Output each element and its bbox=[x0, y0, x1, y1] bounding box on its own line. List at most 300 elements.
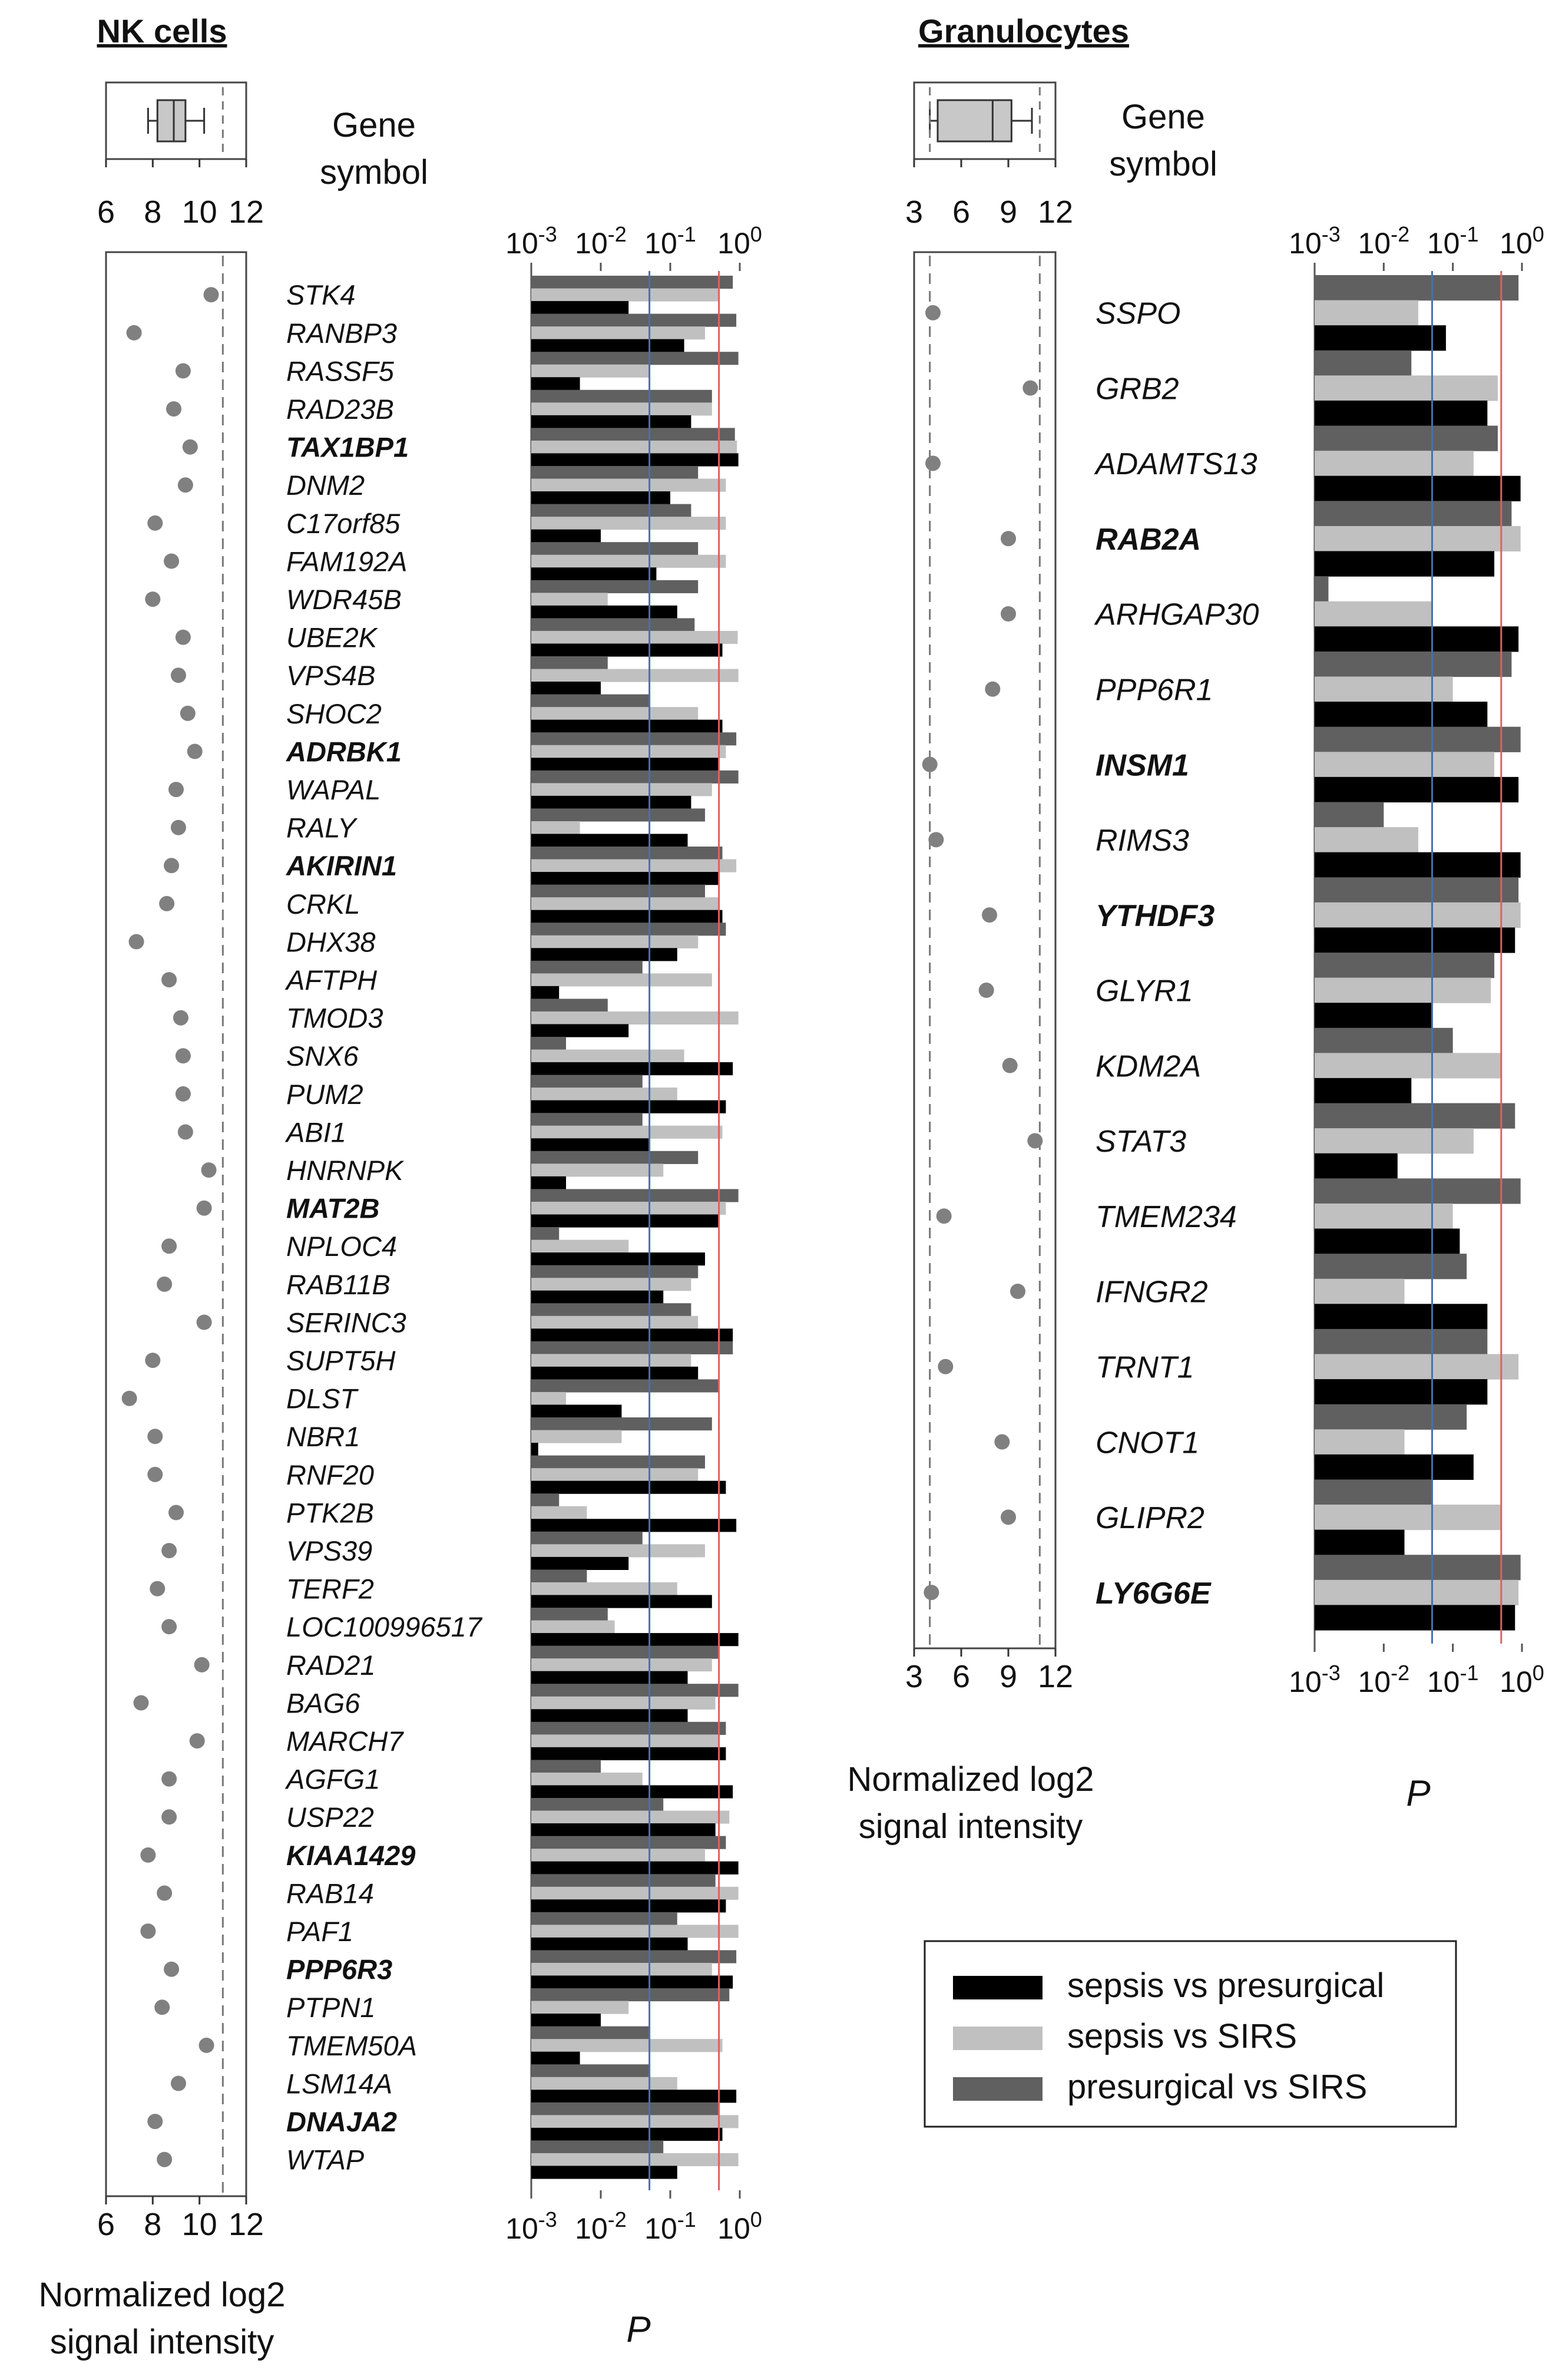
legend-label: sepsis vs presurgical bbox=[1067, 1966, 1385, 2005]
nk-bar-presurgical-vs-sirs bbox=[531, 1608, 608, 1621]
nk-intensity-dot bbox=[147, 1467, 163, 1482]
gran-p-bottom-tick-label: $10^{-3}$ bbox=[1289, 1661, 1341, 1698]
nk-bar-sepsis-vs-sirs bbox=[531, 326, 705, 339]
gran-bar-sepsis-vs-presurgical bbox=[1315, 1003, 1432, 1028]
nk-gene-label: SERINC3 bbox=[286, 1307, 406, 1338]
nk-gene-label: TERF2 bbox=[286, 1573, 374, 1605]
nk-bar-sepsis-vs-sirs bbox=[531, 1316, 698, 1329]
nk-intensity-dot bbox=[176, 1086, 191, 1102]
nk-bar-sepsis-vs-sirs bbox=[531, 2001, 628, 2014]
gran-intensity-dot bbox=[924, 1585, 939, 1600]
gran-bar-presurgical-vs-sirs bbox=[1315, 576, 1328, 601]
nk-bar-presurgical-vs-sirs bbox=[531, 1151, 698, 1164]
nk-bar-sepsis-vs-presurgical bbox=[531, 2166, 677, 2179]
nk-gene-label: PUM2 bbox=[286, 1078, 363, 1110]
nk-intensity-dot bbox=[168, 1505, 184, 1520]
gran-gene-label: PPP6R1 bbox=[1096, 673, 1213, 708]
nk-p-top-tick-label: $10^{-3}$ bbox=[505, 222, 557, 260]
nk-gene-label: AKIRIN1 bbox=[286, 850, 398, 882]
nk-intensity-dot bbox=[154, 1999, 170, 2015]
nk-bar-sepsis-vs-sirs bbox=[531, 1544, 705, 1557]
nk-int-bottom-tick-label: 12 bbox=[228, 2207, 264, 2242]
nk-bar-presurgical-vs-sirs bbox=[531, 1684, 739, 1697]
nk-int-top-tick-label: 6 bbox=[97, 194, 115, 230]
nk-intensity-dot bbox=[197, 1315, 212, 1330]
nk-bar-sepsis-vs-presurgical bbox=[531, 1633, 739, 1646]
nk-bar-sepsis-vs-sirs bbox=[531, 1430, 621, 1443]
nk-intensity-dot bbox=[168, 782, 184, 797]
granulocytes-panel bbox=[847, 12, 1544, 1846]
gran-intensity-dot bbox=[1027, 1133, 1043, 1148]
nk-bar-sepsis-vs-presurgical bbox=[531, 301, 628, 314]
nk-intensity-dot bbox=[147, 1429, 163, 1444]
nk-intensity-dot bbox=[180, 706, 196, 721]
nk-bar-presurgical-vs-sirs bbox=[531, 466, 698, 479]
nk-bar-sepsis-vs-presurgical bbox=[531, 1785, 733, 1798]
nk-gene-label: MARCH7 bbox=[286, 1726, 403, 1757]
gran-bar-sepsis-vs-presurgical bbox=[1315, 927, 1515, 953]
nk-gene-label: ABI1 bbox=[286, 1116, 346, 1148]
nk-intensity-dot bbox=[145, 591, 160, 607]
gran-p-bottom-tick-label: $10^{-1}$ bbox=[1427, 1661, 1479, 1698]
nk-gene-label: MAT2B bbox=[286, 1192, 380, 1224]
gran-bar-sepsis-vs-presurgical bbox=[1315, 777, 1518, 802]
nk-int-bottom-tick-label: 6 bbox=[97, 2207, 115, 2242]
nk-bar-presurgical-vs-sirs bbox=[531, 390, 712, 403]
nk-intensity-dot bbox=[173, 1010, 188, 1026]
nk-intensity-dot bbox=[157, 1886, 172, 1901]
nk-bar-presurgical-vs-sirs bbox=[531, 1646, 719, 1659]
gran-bar-sepsis-vs-sirs bbox=[1315, 451, 1474, 476]
nk-intensity-dot bbox=[194, 1657, 210, 1672]
nk-gene-label: UBE2K bbox=[286, 622, 378, 653]
nk-bar-sepsis-vs-presurgical bbox=[531, 948, 677, 961]
nk-intensity-dot bbox=[161, 1543, 177, 1558]
nk-bar-presurgical-vs-sirs bbox=[531, 1988, 729, 2001]
gran-p-bottom-tick-label: $10^{-2}$ bbox=[1358, 1661, 1410, 1698]
nk-gene-label: WAPAL bbox=[286, 774, 381, 806]
nk-bar-sepsis-vs-sirs bbox=[531, 1925, 739, 1938]
nk-bar-sepsis-vs-presurgical bbox=[531, 1062, 733, 1075]
nk-bar-sepsis-vs-sirs bbox=[531, 1773, 643, 1786]
nk-bar-sepsis-vs-presurgical bbox=[531, 1975, 733, 1988]
nk-bar-sepsis-vs-presurgical bbox=[531, 986, 559, 999]
nk-gene-label: SUPT5H bbox=[286, 1345, 396, 1377]
nk-intensity-dot bbox=[171, 667, 186, 683]
nk-bar-sepsis-vs-presurgical bbox=[531, 720, 723, 733]
nk-intensity-dot bbox=[150, 1581, 165, 1596]
nk-bar-presurgical-vs-sirs bbox=[531, 314, 736, 327]
nk-bar-sepsis-vs-sirs bbox=[531, 783, 712, 796]
nk-bar-sepsis-vs-sirs bbox=[531, 860, 736, 872]
nk-bar-presurgical-vs-sirs bbox=[531, 1037, 566, 1050]
gran-bar-presurgical-vs-sirs bbox=[1315, 1404, 1467, 1430]
gran-gene-label: SSPO bbox=[1096, 296, 1181, 331]
gran-bar-sepsis-vs-sirs bbox=[1315, 1354, 1518, 1379]
nk-bar-presurgical-vs-sirs bbox=[531, 1798, 663, 1811]
nk-bar-sepsis-vs-sirs bbox=[531, 2115, 739, 2128]
nk-bar-sepsis-vs-presurgical bbox=[531, 1899, 726, 1912]
gran-bar-sepsis-vs-presurgical bbox=[1315, 702, 1487, 727]
gran-gene-label: RIMS3 bbox=[1096, 824, 1189, 858]
nk-intensity-dot bbox=[145, 1353, 160, 1368]
gran-bar-sepsis-vs-presurgical bbox=[1315, 325, 1446, 351]
nk-bar-sepsis-vs-sirs bbox=[531, 1354, 691, 1367]
nk-bar-sepsis-vs-sirs bbox=[531, 745, 726, 758]
gran-box-iqr bbox=[938, 100, 1011, 141]
nk-bar-presurgical-vs-sirs bbox=[531, 1493, 559, 1506]
nk-bar-sepsis-vs-sirs bbox=[531, 517, 726, 530]
nk-bar-sepsis-vs-sirs bbox=[531, 821, 580, 834]
gran-gene-label: RAB2A bbox=[1096, 522, 1202, 557]
nk-bar-sepsis-vs-sirs bbox=[531, 2039, 723, 2052]
nk-bar-presurgical-vs-sirs bbox=[531, 2140, 663, 2153]
gran-bar-sepsis-vs-sirs bbox=[1315, 1128, 1474, 1153]
gran-bar-presurgical-vs-sirs bbox=[1315, 275, 1518, 300]
nk-gene-label: PTPN1 bbox=[286, 1992, 376, 2024]
gran-gene-label: ADAMTS13 bbox=[1096, 447, 1257, 482]
nk-bar-sepsis-vs-presurgical bbox=[531, 1100, 726, 1113]
nk-gene-label: LSM14A bbox=[286, 2068, 393, 2100]
nk-bar-presurgical-vs-sirs bbox=[531, 2064, 650, 2077]
nk-bar-sepsis-vs-sirs bbox=[531, 1697, 716, 1710]
nk-bar-sepsis-vs-presurgical bbox=[531, 834, 688, 847]
gran-bar-sepsis-vs-sirs bbox=[1315, 601, 1432, 627]
nk-intensity-dot bbox=[134, 1695, 149, 1711]
gran-intensity-dot bbox=[1010, 1284, 1025, 1299]
gran-bar-sepsis-vs-presurgical bbox=[1315, 626, 1518, 652]
nk-bar-sepsis-vs-presurgical bbox=[531, 910, 723, 923]
gran-p-bottom-axis bbox=[1289, 1644, 1544, 1698]
nk-bar-presurgical-vs-sirs bbox=[531, 1532, 643, 1545]
nk-intensity-dot bbox=[176, 363, 191, 379]
gran-intensity-dot bbox=[1001, 531, 1016, 546]
gran-intensity-dot bbox=[985, 682, 1000, 697]
gran-gene-label: STAT3 bbox=[1096, 1125, 1187, 1159]
nk-intensity-dot bbox=[199, 2038, 214, 2053]
gran-bar-sepsis-vs-presurgical bbox=[1315, 1078, 1411, 1103]
gran-int-top-tick-label: 9 bbox=[999, 194, 1018, 230]
nk-p-top-tick-label: $10^{-1}$ bbox=[644, 222, 696, 260]
nk-bar-sepsis-vs-presurgical bbox=[531, 453, 739, 466]
gran-bar-presurgical-vs-sirs bbox=[1315, 1479, 1432, 1505]
gran-intensity-bottom-axis bbox=[905, 1648, 1073, 1694]
gran-bar-presurgical-vs-sirs bbox=[1315, 877, 1518, 903]
nk-bar-sepsis-vs-sirs bbox=[531, 1392, 566, 1405]
nk-bar-presurgical-vs-sirs bbox=[531, 885, 705, 898]
nk-bar-sepsis-vs-sirs bbox=[531, 973, 712, 986]
gran-int-top-tick-label: 12 bbox=[1037, 194, 1074, 230]
nk-bar-presurgical-vs-sirs bbox=[531, 1760, 601, 1773]
gran-p-top-tick-label: $10^{-3}$ bbox=[1289, 222, 1341, 260]
nk-bar-sepsis-vs-presurgical bbox=[531, 606, 677, 619]
nk-intensity-dot bbox=[122, 1391, 137, 1406]
nk-bar-presurgical-vs-sirs bbox=[531, 999, 608, 1012]
nk-intensity-dot bbox=[157, 1277, 172, 1292]
nk-gene-header-line2: symbol bbox=[320, 153, 428, 191]
gran-bar-presurgical-vs-sirs bbox=[1315, 1103, 1515, 1129]
nk-bar-sepsis-vs-sirs bbox=[531, 1963, 712, 1976]
gran-gene-label: LY6G6E bbox=[1096, 1576, 1211, 1611]
nk-bar-presurgical-vs-sirs bbox=[531, 1341, 733, 1354]
nk-gene-label: TMEM50A bbox=[286, 2029, 417, 2061]
nk-bar-sepsis-vs-sirs bbox=[531, 1240, 628, 1253]
nk-gene-label: FAM192A bbox=[286, 546, 408, 577]
gran-int-bottom-tick-label: 9 bbox=[999, 1659, 1018, 1694]
nk-bar-presurgical-vs-sirs bbox=[531, 2103, 719, 2115]
nk-gene-label: RNF20 bbox=[286, 1459, 374, 1490]
gran-bar-sepsis-vs-presurgical bbox=[1315, 1304, 1487, 1329]
nk-intensity-top-axis bbox=[97, 159, 264, 230]
nk-intensity-dot bbox=[161, 1771, 177, 1787]
nk-bar-sepsis-vs-presurgical bbox=[531, 377, 580, 390]
nk-intensity-dot bbox=[161, 1809, 177, 1824]
nk-gene-label: PAF1 bbox=[286, 1916, 354, 1948]
nk-intensity-dot bbox=[171, 820, 186, 835]
gran-bar-sepsis-vs-sirs bbox=[1315, 300, 1418, 326]
nk-gene-label: AGFG1 bbox=[286, 1763, 380, 1795]
nk-bar-sepsis-vs-presurgical bbox=[531, 2052, 580, 2065]
nk-bar-sepsis-vs-sirs bbox=[531, 707, 698, 720]
nk-intensity-dot bbox=[161, 1238, 177, 1254]
legend-label: sepsis vs SIRS bbox=[1067, 2017, 1297, 2055]
gran-intensity-dot bbox=[928, 832, 944, 847]
gran-bar-sepsis-vs-sirs bbox=[1315, 1429, 1405, 1455]
nk-bar-sepsis-vs-presurgical bbox=[531, 1138, 650, 1151]
nk-intensity-dot bbox=[171, 2076, 186, 2091]
nk-bar-presurgical-vs-sirs bbox=[531, 1265, 698, 1278]
gran-bar-sepsis-vs-sirs bbox=[1315, 827, 1418, 852]
gran-int-top-tick-label: 3 bbox=[905, 194, 924, 230]
nk-intensity-dot bbox=[161, 1619, 177, 1634]
nk-bar-sepsis-vs-sirs bbox=[531, 402, 712, 415]
nk-bar-presurgical-vs-sirs bbox=[531, 923, 726, 936]
gran-bar-sepsis-vs-sirs bbox=[1315, 1580, 1518, 1605]
gran-bar-sepsis-vs-presurgical bbox=[1315, 1379, 1487, 1404]
nk-bar-presurgical-vs-sirs bbox=[531, 352, 739, 365]
nk-bar-sepsis-vs-presurgical bbox=[531, 1443, 538, 1456]
nk-bar-sepsis-vs-sirs bbox=[531, 1050, 684, 1063]
gran-bar-presurgical-vs-sirs bbox=[1315, 426, 1498, 451]
nk-bar-sepsis-vs-presurgical bbox=[531, 1176, 566, 1189]
gran-bar-presurgical-vs-sirs bbox=[1315, 652, 1511, 677]
nk-bar-sepsis-vs-presurgical bbox=[531, 2014, 601, 2027]
nk-intensity-dot bbox=[164, 1962, 179, 1977]
gran-bar-sepsis-vs-sirs bbox=[1315, 1053, 1501, 1078]
nk-p-axis-label: P bbox=[626, 2309, 651, 2350]
nk-gene-label: NBR1 bbox=[286, 1421, 360, 1453]
nk-bar-presurgical-vs-sirs bbox=[531, 1456, 705, 1469]
nk-intensity-dot bbox=[176, 630, 191, 645]
nk-bar-sepsis-vs-presurgical bbox=[531, 1671, 688, 1684]
nk-bar-sepsis-vs-presurgical bbox=[531, 1481, 726, 1494]
gran-bar-presurgical-vs-sirs bbox=[1315, 727, 1521, 752]
nk-bar-sepsis-vs-presurgical bbox=[531, 1291, 663, 1304]
gran-bar-sepsis-vs-presurgical bbox=[1315, 401, 1487, 426]
nk-gene-label: RALY bbox=[286, 812, 356, 844]
nk-bar-sepsis-vs-sirs bbox=[531, 1126, 723, 1139]
gran-bar-presurgical-vs-sirs bbox=[1315, 1254, 1467, 1279]
gran-intensity-dot bbox=[1002, 1058, 1018, 1073]
nk-gene-label: DLST bbox=[286, 1383, 358, 1414]
nk-bar-sepsis-vs-sirs bbox=[531, 1582, 677, 1595]
nk-intensity-dot bbox=[127, 325, 142, 341]
nk-bar-sepsis-vs-presurgical bbox=[531, 2090, 736, 2103]
gran-bar-sepsis-vs-sirs bbox=[1315, 903, 1521, 928]
nk-bar-sepsis-vs-presurgical bbox=[531, 758, 719, 771]
nk-bar-presurgical-vs-sirs bbox=[531, 1722, 726, 1735]
gran-bar-presurgical-vs-sirs bbox=[1315, 1178, 1521, 1204]
nk-bar-sepsis-vs-sirs bbox=[531, 1202, 726, 1215]
gran-p-top-tick-label: $10^{-2}$ bbox=[1358, 222, 1410, 260]
nk-gene-label: RAB11B bbox=[286, 1268, 390, 1300]
nk-bar-sepsis-vs-presurgical bbox=[531, 1252, 705, 1265]
nk-bar-presurgical-vs-sirs bbox=[531, 1950, 736, 1963]
nk-gene-label: WDR45B bbox=[286, 584, 402, 616]
gran-bar-sepsis-vs-sirs bbox=[1315, 752, 1494, 777]
gran-intensity-dot bbox=[1022, 381, 1038, 396]
nk-bar-sepsis-vs-presurgical bbox=[531, 796, 691, 809]
gran-intensity-dot bbox=[1001, 606, 1016, 622]
nk-gene-label: WTAP bbox=[286, 2144, 365, 2176]
nk-bar-sepsis-vs-sirs bbox=[531, 1087, 677, 1100]
nk-bar-sepsis-vs-sirs bbox=[531, 441, 737, 454]
nk-intensity-dot bbox=[140, 1847, 155, 1863]
gran-bar-sepsis-vs-presurgical bbox=[1315, 476, 1521, 501]
gran-gene-label: IFNGR2 bbox=[1096, 1275, 1208, 1310]
gran-bar-sepsis-vs-presurgical bbox=[1315, 551, 1494, 577]
nk-intensity-dot bbox=[187, 744, 203, 759]
nk-bar-presurgical-vs-sirs bbox=[531, 847, 723, 860]
gran-bar-presurgical-vs-sirs bbox=[1315, 351, 1411, 376]
gran-panel-title: Granulocytes bbox=[918, 12, 1129, 49]
gran-intensity-dot bbox=[979, 983, 994, 998]
gran-p-bottom-tick-label: $10^0$ bbox=[1500, 1661, 1544, 1698]
nk-intensity-dot bbox=[164, 554, 179, 569]
gran-intensity-dot bbox=[982, 907, 997, 923]
nk-intensity-dot bbox=[147, 2114, 163, 2129]
nk-gene-label: BAG6 bbox=[286, 1687, 360, 1719]
gran-gene-label: YTHDF3 bbox=[1096, 898, 1215, 933]
nk-bar-sepsis-vs-presurgical bbox=[531, 643, 723, 656]
nk-bar-sepsis-vs-presurgical bbox=[531, 1862, 739, 1875]
nk-bar-sepsis-vs-presurgical bbox=[531, 415, 691, 428]
nk-bar-sepsis-vs-presurgical bbox=[531, 1024, 628, 1037]
nk-bar-presurgical-vs-sirs bbox=[531, 1874, 716, 1887]
nk-bar-sepsis-vs-sirs bbox=[531, 2153, 739, 2166]
legend-swatch bbox=[953, 2027, 1043, 2050]
gran-bar-presurgical-vs-sirs bbox=[1315, 1329, 1487, 1354]
nk-bar-sepsis-vs-sirs bbox=[531, 593, 608, 606]
nk-intensity-dot bbox=[166, 401, 181, 416]
legend-swatch bbox=[953, 1976, 1043, 1999]
gran-gene-label: KDM2A bbox=[1096, 1049, 1202, 1084]
gran-gene-label: CNOT1 bbox=[1096, 1426, 1200, 1460]
nk-intensity-bottom-axis bbox=[97, 2196, 264, 2242]
gran-gene-header-line2: symbol bbox=[1109, 145, 1217, 183]
nk-gene-label: RAD21 bbox=[286, 1649, 376, 1681]
nk-gene-label: HNRNPK bbox=[286, 1155, 403, 1186]
nk-bar-sepsis-vs-presurgical bbox=[531, 1938, 688, 1951]
nk-bar-sepsis-vs-presurgical bbox=[531, 1823, 716, 1836]
nk-bar-sepsis-vs-sirs bbox=[531, 1849, 705, 1862]
nk-bar-sepsis-vs-sirs bbox=[531, 1506, 587, 1519]
nk-gene-label: C17orf85 bbox=[286, 507, 401, 539]
nk-bar-presurgical-vs-sirs bbox=[531, 771, 739, 784]
nk-bar-sepsis-vs-sirs bbox=[531, 1278, 691, 1291]
legend-swatch bbox=[953, 2077, 1043, 2101]
gran-bar-sepsis-vs-sirs bbox=[1315, 1505, 1501, 1530]
nk-bar-sepsis-vs-presurgical bbox=[531, 1214, 719, 1227]
gran-int-bottom-tick-label: 6 bbox=[952, 1659, 971, 1694]
nk-intensity-label-line1: Normalized log2 bbox=[38, 2276, 286, 2314]
nk-p-bottom-axis bbox=[505, 2190, 762, 2245]
nk-gene-label: DNAJA2 bbox=[286, 2106, 398, 2138]
nk-intensity-dot bbox=[140, 1923, 155, 1939]
nk-p-bottom-tick-label: $10^{-1}$ bbox=[644, 2207, 696, 2245]
nk-intensity-dot bbox=[176, 1048, 191, 1063]
nk-intensity-dot bbox=[178, 1125, 193, 1140]
nk-dotplot-frame bbox=[106, 252, 246, 2196]
nk-intensity-dot bbox=[190, 1733, 205, 1748]
nk-intensity-dot bbox=[147, 515, 163, 531]
nk-p-bottom-tick-label: $10^0$ bbox=[717, 2207, 762, 2245]
nk-bar-sepsis-vs-presurgical bbox=[531, 1557, 628, 1570]
nk-intensity-dot bbox=[201, 1162, 217, 1178]
nk-bar-sepsis-vs-presurgical bbox=[531, 872, 719, 885]
nk-gene-label: DHX38 bbox=[286, 926, 376, 958]
gran-int-bottom-tick-label: 12 bbox=[1037, 1659, 1074, 1694]
nk-bar-presurgical-vs-sirs bbox=[531, 1303, 691, 1316]
gran-intensity-label-line1: Normalized log2 bbox=[847, 1760, 1094, 1799]
nk-intensity-dot bbox=[161, 972, 177, 987]
nk-bar-sepsis-vs-sirs bbox=[531, 631, 737, 644]
gran-p-top-tick-label: $10^{-1}$ bbox=[1427, 222, 1479, 260]
nk-bar-sepsis-vs-sirs bbox=[531, 1621, 615, 1634]
nk-bar-sepsis-vs-sirs bbox=[531, 479, 726, 492]
gran-bar-presurgical-vs-sirs bbox=[1315, 802, 1384, 827]
nk-bar-presurgical-vs-sirs bbox=[531, 1417, 712, 1430]
nk-intensity-dot bbox=[157, 2152, 172, 2167]
gran-intensity-dot bbox=[925, 455, 941, 471]
nk-bar-sepsis-vs-sirs bbox=[531, 1658, 712, 1671]
nk-int-top-tick-label: 10 bbox=[181, 194, 217, 230]
nk-bar-presurgical-vs-sirs bbox=[531, 1569, 587, 1582]
nk-p-top-tick-label: $10^0$ bbox=[717, 222, 762, 260]
nk-bar-sepsis-vs-sirs bbox=[531, 289, 719, 302]
nk-int-top-tick-label: 8 bbox=[144, 194, 162, 230]
nk-gene-label: SHOC2 bbox=[286, 698, 382, 729]
gran-bar-sepsis-vs-presurgical bbox=[1315, 1530, 1405, 1555]
nk-bar-sepsis-vs-presurgical bbox=[531, 1595, 712, 1608]
nk-gene-label: TMOD3 bbox=[286, 1002, 383, 1034]
nk-intensity-dot bbox=[164, 858, 179, 873]
nk-intensity-label-line2: signal intensity bbox=[49, 2323, 274, 2361]
nk-gene-label: PPP6R3 bbox=[286, 1953, 393, 1985]
gran-gene-label: GLIPR2 bbox=[1096, 1501, 1204, 1536]
nk-cells-panel bbox=[38, 12, 762, 2361]
nk-gene-label: STK4 bbox=[286, 279, 356, 311]
gran-intensity-dot bbox=[1001, 1509, 1016, 1525]
nk-gene-label: RASSF5 bbox=[286, 355, 394, 387]
gran-gene-label: GRB2 bbox=[1096, 372, 1179, 406]
gran-gene-label: GLYR1 bbox=[1096, 974, 1193, 1009]
nk-gene-label: PTK2B bbox=[286, 1497, 374, 1529]
nk-gene-label: LOC100996517 bbox=[286, 1611, 482, 1643]
nk-gene-label: NPLOC4 bbox=[286, 1231, 398, 1262]
gran-gene-label: TMEM234 bbox=[1096, 1199, 1237, 1234]
nk-bar-sepsis-vs-sirs bbox=[531, 669, 739, 682]
